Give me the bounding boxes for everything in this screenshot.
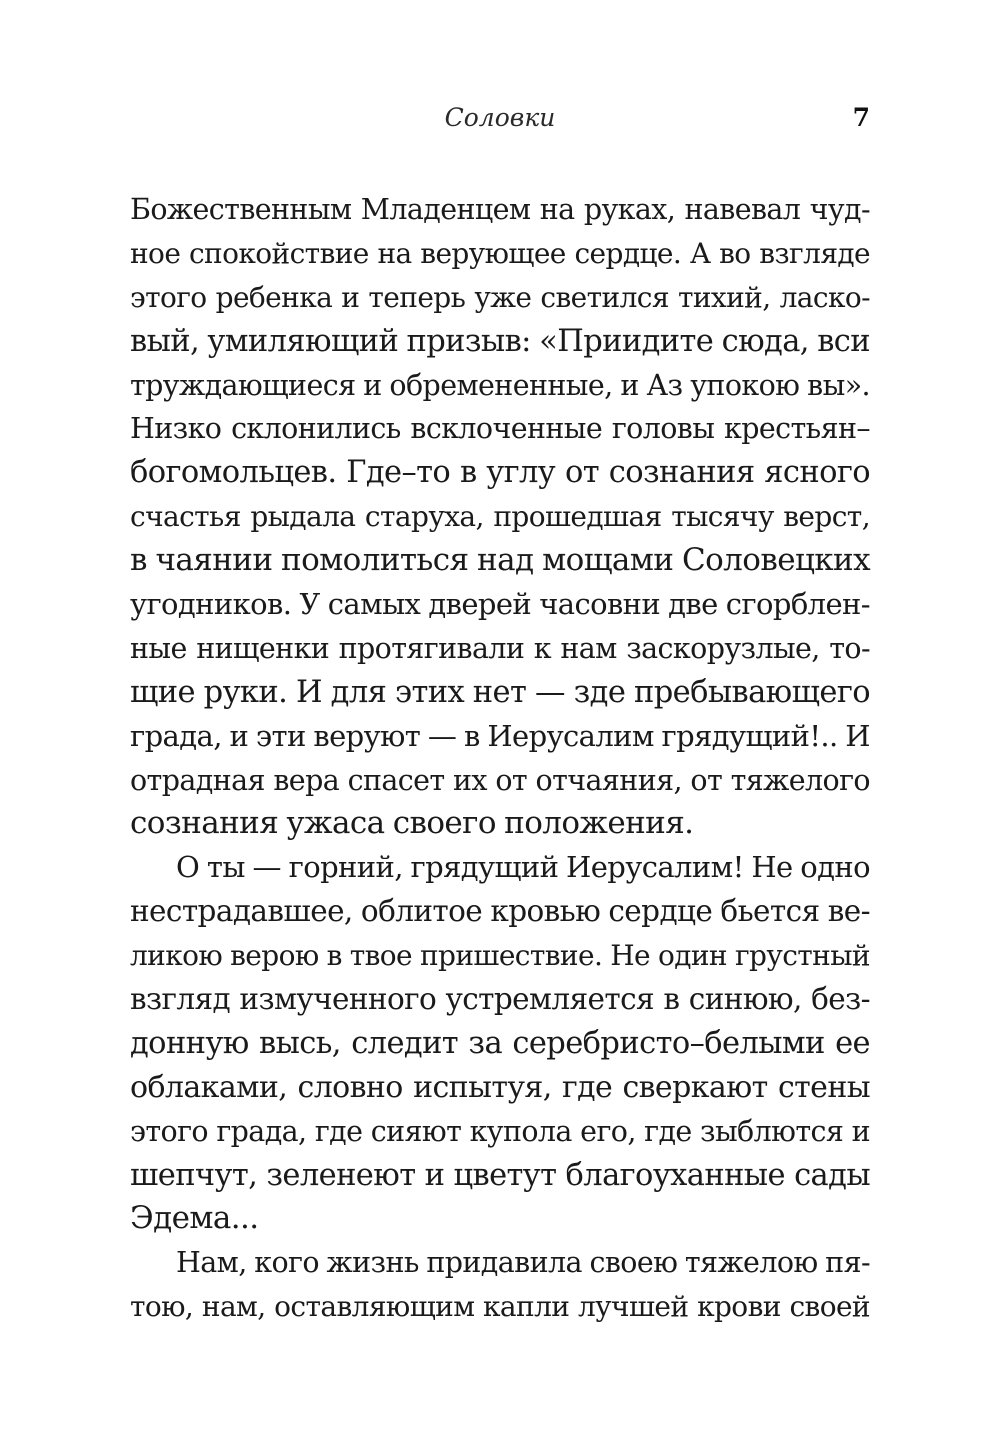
text-line: в чаянии помолиться над мощами Соловецких (130, 542, 870, 579)
text-line: счастья рыдала старуха, прошедшая тысячу верст, (130, 500, 870, 534)
text-line: ное спокойствие на верующее сердце. А во взгляде (130, 236, 870, 270)
text-line: этого ребенка и теперь уже светился тихий, ласко- (130, 280, 870, 314)
text-line: шепчут, зеленеют и цветут благоуханные сады (130, 1157, 870, 1193)
text-line: отрадная вера спасет их от отчаяния, от тяжелого (130, 763, 870, 797)
text-line: Эдема... (130, 1200, 259, 1237)
text-line: нестрадавшее, облитое кровью сердце бьется ве- (130, 894, 870, 929)
text-line: ликою верою в твое пришествие. Не один грустный (130, 939, 870, 973)
text-line: труждающиеся и обремененные, и Аз упокою вы». (130, 368, 870, 402)
paragraph-2 (130, 846, 870, 1241)
text-line: ные нищенки протягивали к нам заскорузлые, то- (130, 631, 870, 665)
text-line: Божественным Младенцем на руках, навевал чуд- (130, 193, 870, 226)
text-line: сознания ужаса своего положения. (130, 805, 694, 842)
text-line: Низко склонились всклоченные головы крестьян– (130, 412, 870, 446)
page-number: 7 (852, 103, 870, 132)
running-head (130, 98, 870, 138)
running-title: Соловки (444, 103, 556, 132)
text-line: щие руки. И для этих нет — зде пребывающего (130, 674, 870, 710)
paragraph-1 (130, 188, 870, 846)
text-line: облаками, словно испытуя, где сверкают стены (130, 1069, 870, 1105)
body-text (130, 188, 870, 1329)
text-line: богомольцев. Где–то в углу от сознания ясного (130, 455, 870, 491)
text-line: этого града, где сияют купола его, где зыблются и (130, 1114, 870, 1148)
paragraph-3 (130, 1241, 870, 1329)
text-line: Нам, кого жизнь придавила своею тяжелою пя- (176, 1246, 870, 1280)
text-line: угодников. У самых дверей часовни две сгорблен- (130, 587, 870, 622)
text-line: О ты — горний, грядущий Иерусалим! Не одно (176, 850, 870, 885)
text-line: взгляд измученного устремляется в синюю, без- (130, 982, 870, 1017)
text-line: тою, нам, оставляющим капли лучшей крови своей (130, 1290, 870, 1324)
text-line: вый, умиляющий призыв: «Приидите сюда, вси (130, 323, 870, 359)
text-line: града, и эти веруют — в Иерусалим грядущий!.. И (130, 718, 870, 753)
text-line: донную высь, следит за серебристо–белыми ее (130, 1025, 870, 1061)
